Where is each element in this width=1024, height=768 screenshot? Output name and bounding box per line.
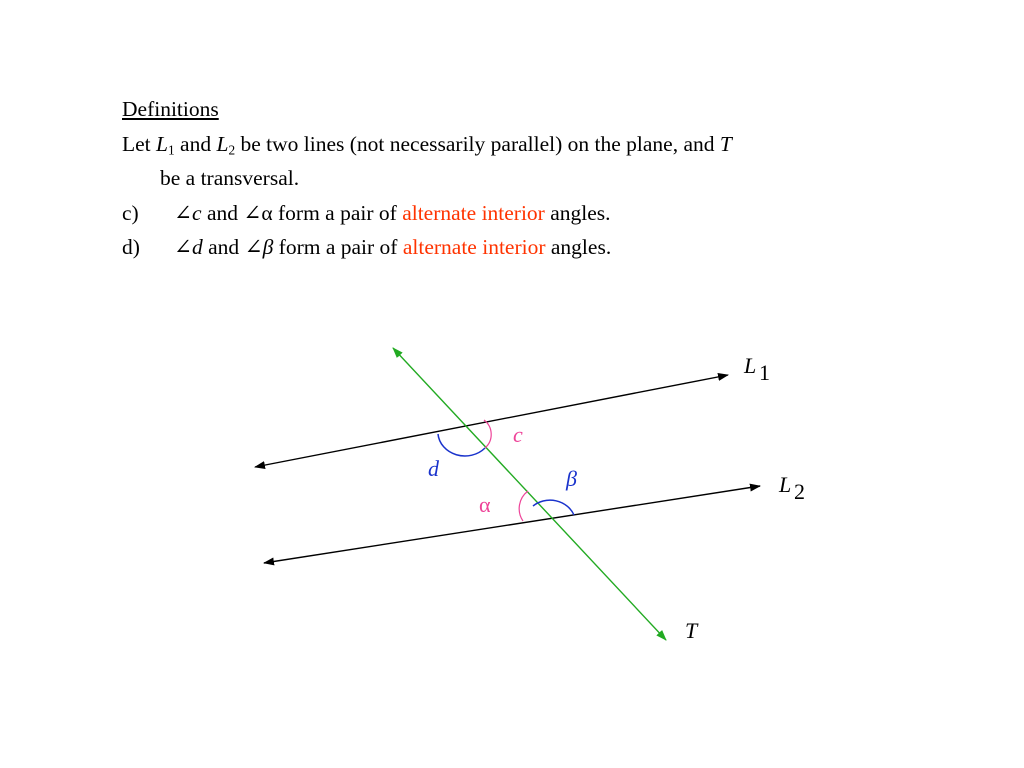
label-t: T — [685, 618, 698, 643]
angle-beta-arc — [533, 500, 574, 515]
angle-alpha-arc — [519, 491, 528, 521]
line-l2 — [264, 486, 760, 563]
angle-d-arc — [438, 434, 485, 456]
angle-symbol: ∠ — [244, 235, 263, 259]
item-label: d) — [122, 235, 140, 259]
definition-item-d: d) ∠d and ∠β form a pair of alternate interior angles. — [122, 230, 982, 265]
intro-line: Let $L_1$ and $L_2$ be two lines (not necessarily parallel) on the plane, and T — [122, 131, 732, 157]
definition-item-c: c) ∠c and ∠α form a pair of alternate interior angles. — [122, 196, 982, 231]
label-l2-sub: 2 — [794, 479, 805, 504]
label-alpha: α — [479, 492, 491, 517]
definitions-heading: Definitions — [122, 97, 219, 121]
highlight-term: alternate interior — [402, 235, 546, 259]
label-c: c — [513, 422, 523, 447]
highlight-term: alternate interior — [402, 200, 545, 225]
angle-symbol: ∠ — [174, 200, 193, 225]
label-beta: β — [566, 466, 577, 491]
angle-c-arc — [484, 420, 491, 448]
label-l2-letter: L — [779, 472, 792, 497]
label-d: d — [428, 456, 439, 481]
label-l1-letter: L — [744, 353, 757, 378]
item-label: c) — [122, 200, 139, 225]
angle-symbol: ∠ — [174, 235, 193, 259]
label-l1-sub: 1 — [759, 360, 770, 385]
intro-continuation: be a transversal. — [160, 166, 300, 190]
angle-symbol: ∠ — [243, 200, 262, 225]
transversal-t — [393, 348, 666, 640]
